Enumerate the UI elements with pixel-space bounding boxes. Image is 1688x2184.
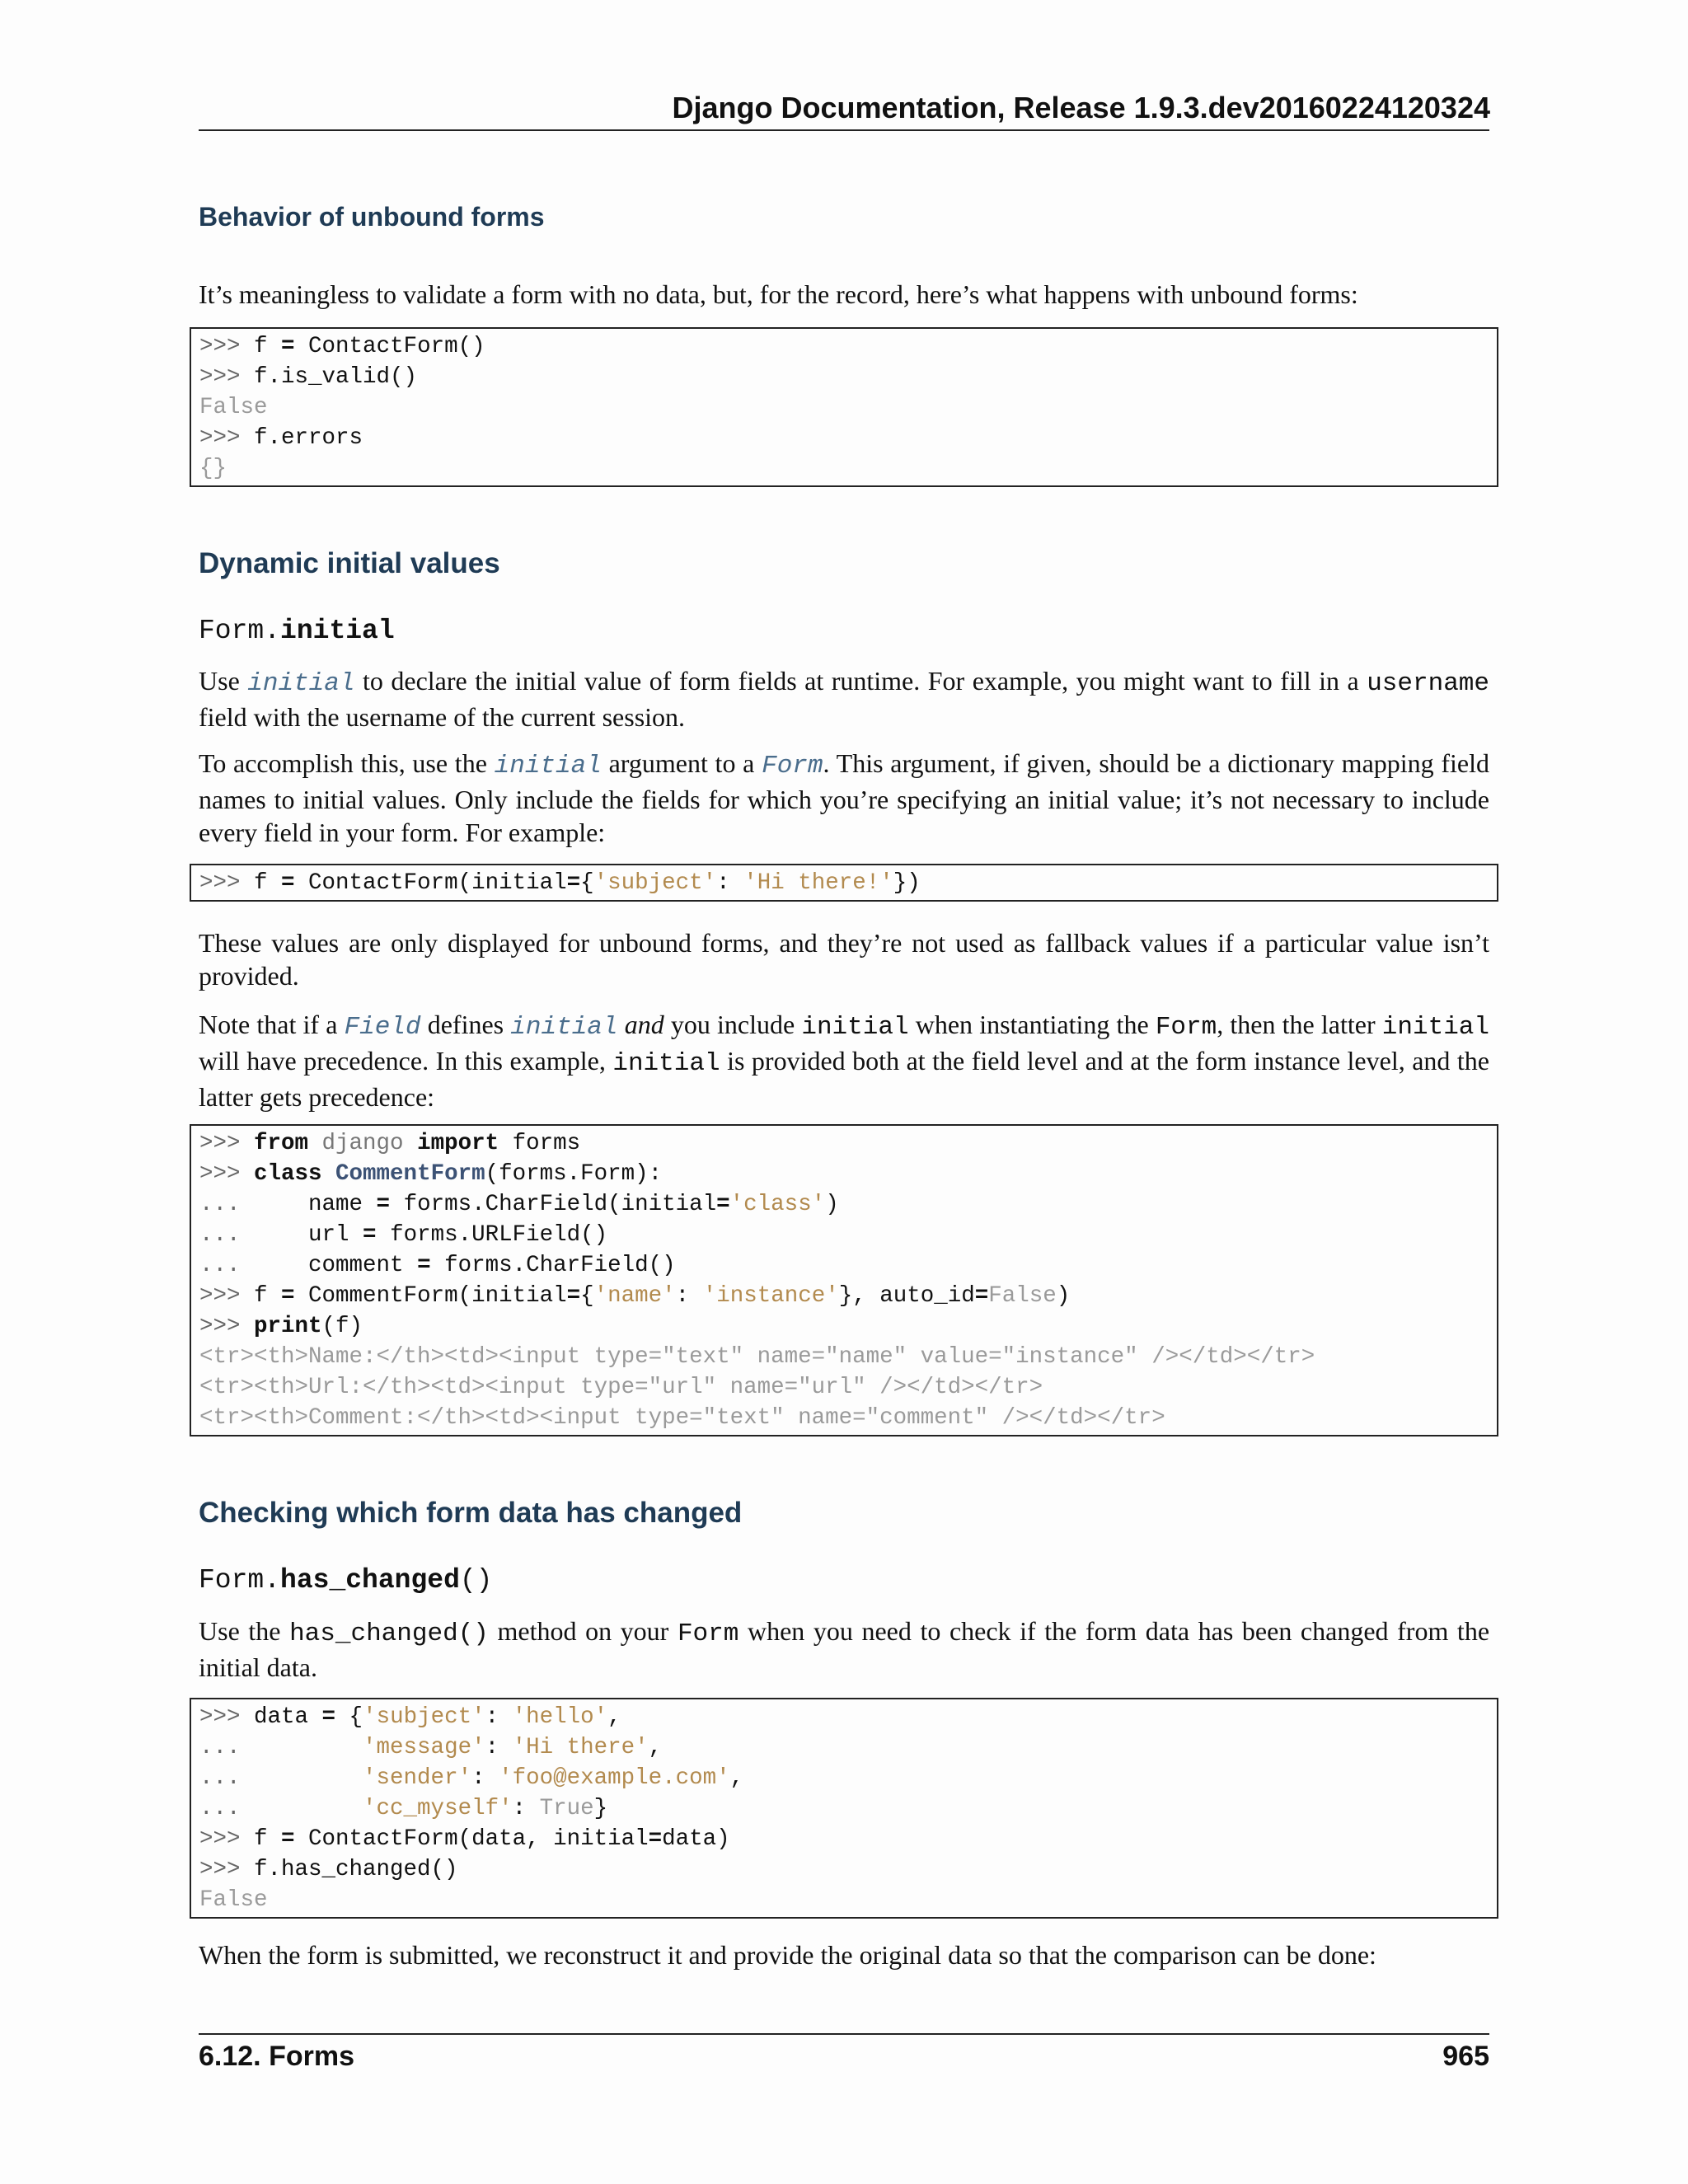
code-token: : [512, 1796, 540, 1821]
signature-form-initial [199, 616, 395, 646]
code-line [199, 1702, 1489, 1732]
paragraph-initial-unbound-note: These values are only displayed for unbound forms, and they’re not used as fallback values if a particular value isn’t provided. [199, 928, 1489, 991]
code-token: from [254, 1131, 309, 1156]
code-line [199, 362, 1489, 392]
code-token: = [281, 334, 295, 359]
code-token: False [988, 1283, 1057, 1309]
code-line [199, 1763, 1489, 1793]
code-token: = [417, 1253, 431, 1278]
code-line [199, 331, 1489, 362]
link-initial[interactable]: initial [494, 752, 602, 780]
code-token: f [254, 1826, 282, 1852]
code-token: 'foo@example.com' [499, 1765, 730, 1791]
code-token: ... [199, 1253, 309, 1278]
code-token: ) [825, 1192, 839, 1217]
inline-code: has_changed() [289, 1619, 489, 1648]
code-token: , [648, 1735, 663, 1760]
paragraph-submitted: When the form is submitted, we reconstruct it and provide the original data so that the comparison can be done: [199, 1940, 1376, 1970]
code-token: ContactForm() [294, 334, 485, 359]
code-token: ContactForm(data, initial [294, 1826, 649, 1852]
code-block-unbound [190, 327, 1498, 487]
text-run: Use [199, 666, 248, 696]
code-token: = [648, 1826, 663, 1852]
code-line [199, 392, 1489, 423]
code-token: = [281, 1283, 295, 1309]
code-token: <tr><th>Url:</th><td><input type="url" name="url" /></td></tr> [199, 1375, 1043, 1400]
text-run: field with the username of the current session. [199, 702, 686, 732]
header-rule [199, 129, 1489, 131]
signature-name: has_changed [280, 1565, 460, 1596]
code-token: ... [199, 1796, 363, 1821]
code-token: 'subject' [363, 1704, 485, 1730]
code-token: 'Hi there' [512, 1735, 649, 1760]
code-token: : [716, 870, 744, 896]
footer-rule [199, 2033, 1489, 2035]
inline-code: Form [1155, 1013, 1217, 1042]
code-token: }) [893, 870, 921, 896]
code-token: f [254, 870, 282, 896]
heading-dynamic-initial: Dynamic initial values [199, 547, 500, 579]
heading-form-changed: Checking which form data has changed [199, 1497, 743, 1529]
code-token: data) [662, 1826, 730, 1852]
signature-class: Form. [199, 616, 281, 646]
code-token: f [254, 334, 282, 359]
link-initial[interactable]: initial [510, 1013, 618, 1042]
code-token: 'hello' [512, 1704, 608, 1730]
code-token: ) [1056, 1283, 1071, 1309]
code-token: comment [308, 1253, 418, 1278]
code-token: False [199, 1887, 268, 1913]
code-line [199, 1732, 1489, 1763]
code-line [199, 1128, 1489, 1159]
code-token: import [417, 1131, 499, 1156]
code-token: ... [199, 1765, 363, 1791]
paragraph-has-changed [199, 1615, 1489, 1684]
emphasis-and: and [624, 1010, 664, 1039]
code-token: : [471, 1765, 499, 1791]
code-token: f.errors [254, 425, 363, 451]
heading-unbound-forms: Behavior of unbound forms [199, 202, 545, 232]
code-token: CommentForm(initial [294, 1283, 567, 1309]
code-line [199, 1220, 1489, 1250]
text-run: Note that if a [199, 1010, 345, 1039]
paragraph-initial-accomplish [199, 747, 1489, 849]
code-token: 'instance' [702, 1283, 839, 1309]
code-line [199, 1824, 1489, 1854]
code-token: { [580, 1283, 594, 1309]
code-token: >>> [199, 1826, 255, 1852]
code-line [199, 1159, 1489, 1189]
code-token: : [485, 1704, 513, 1730]
code-token: 'name' [593, 1283, 676, 1309]
code-token: = [566, 1283, 581, 1309]
inline-code: initial [1381, 1013, 1490, 1042]
code-token: = [716, 1192, 730, 1217]
code-line [199, 1189, 1489, 1220]
code-line [199, 1885, 1489, 1915]
code-token: 'cc_myself' [363, 1796, 513, 1821]
code-token: >>> [199, 1283, 255, 1309]
footer-page-number: 965 [1442, 2041, 1489, 2072]
inline-code: initial [612, 1049, 720, 1078]
code-token: , [729, 1765, 744, 1791]
code-token: f.has_changed() [254, 1857, 458, 1882]
code-token: { [335, 1704, 363, 1730]
code-token: ContactForm(initial [294, 870, 567, 896]
text-run: defines [420, 1010, 511, 1039]
text-run: To accomplish this, use the [199, 748, 495, 778]
code-token: , [607, 1704, 621, 1730]
link-initial[interactable]: initial [247, 669, 355, 698]
code-token: >>> [199, 1314, 255, 1339]
signature-form-has-changed [199, 1565, 492, 1596]
signature-parens: () [459, 1565, 493, 1596]
code-line [199, 1281, 1489, 1311]
code-token: class [254, 1161, 322, 1187]
code-token: >>> [199, 1704, 255, 1730]
text-run: Use the [199, 1616, 290, 1646]
code-token: ... [199, 1222, 309, 1248]
code-token: 'message' [363, 1735, 485, 1760]
code-token: <tr><th>Comment:</th><td><input type="text" name="comment" /></td></tr> [199, 1405, 1165, 1431]
code-line [199, 1342, 1489, 1372]
code-token: name [308, 1192, 377, 1217]
text-run: you include [663, 1010, 802, 1039]
code-line [199, 1311, 1489, 1342]
code-token: ... [199, 1192, 309, 1217]
code-line [199, 423, 1489, 453]
code-token: >>> [199, 364, 255, 390]
code-token: >>> [199, 334, 255, 359]
signature-name: initial [280, 616, 395, 646]
code-token: {} [199, 456, 227, 481]
code-line [199, 1854, 1489, 1885]
code-token: print [254, 1314, 322, 1339]
code-token: >>> [199, 1131, 255, 1156]
code-token: >>> [199, 425, 255, 451]
code-token: : [485, 1735, 513, 1760]
link-form[interactable]: Form [762, 752, 823, 780]
code-token: >>> [199, 1161, 255, 1187]
text-run: when you need to check if the form data has been changed from the initial data. [199, 1616, 1490, 1682]
code-token: : [675, 1283, 703, 1309]
code-token [308, 1131, 322, 1156]
code-block-initial-example [190, 864, 1498, 902]
code-line [199, 1372, 1489, 1403]
text-run: is provided both at the field level and at the form instance level, and the latter gets precedence: [199, 1046, 1489, 1112]
code-token: >>> [199, 1857, 255, 1882]
code-token: forms.URLField() [376, 1222, 608, 1248]
text-run: , then the latter [1217, 1010, 1382, 1039]
code-token: f [254, 1283, 282, 1309]
code-block-has-changed [190, 1698, 1498, 1919]
code-token: <tr><th>Name:</th><td><input type="text" name="name" value="instance" /></td></tr> [199, 1344, 1315, 1370]
code-token: forms [499, 1131, 581, 1156]
code-token: = [281, 1826, 295, 1852]
code-token: >>> [199, 870, 255, 896]
code-token: = [281, 870, 295, 896]
code-token: (f) [321, 1314, 363, 1339]
code-token: 'Hi there!' [743, 870, 893, 896]
inline-code: Form [677, 1619, 739, 1648]
code-token: True [539, 1796, 594, 1821]
paragraph-unbound-intro: It’s meaningless to validate a form with no data, but, for the record, here’s what happens with unbound forms: [199, 279, 1358, 309]
code-token: = [974, 1283, 989, 1309]
code-token: } [593, 1796, 608, 1821]
code-token: CommentForm [335, 1161, 485, 1187]
code-token: url [308, 1222, 363, 1248]
text-run: will have precedence. In this example, [199, 1046, 613, 1076]
code-token: forms.CharField(initial [390, 1192, 717, 1217]
code-token: (forms.Form): [485, 1161, 663, 1187]
inline-code-username: username [1367, 669, 1490, 698]
code-token: False [199, 395, 268, 420]
code-token: 'sender' [363, 1765, 472, 1791]
text-run: when instantiating the [908, 1010, 1156, 1039]
code-token: f.is_valid() [254, 364, 418, 390]
code-token: django [321, 1131, 404, 1156]
link-field[interactable]: Field [344, 1013, 421, 1042]
code-token: }, auto_id [838, 1283, 975, 1309]
code-token [404, 1131, 418, 1156]
code-block-precedence [190, 1124, 1498, 1436]
code-token: ... [199, 1735, 363, 1760]
footer-section: 6.12. Forms [199, 2041, 354, 2072]
paragraph-initial-precedence [199, 1008, 1489, 1113]
text-run: argument to a [601, 748, 762, 778]
text-run: . This argument, if given, should be a dictionary mapping field names to initial values. Only include the fields for which you’re specifying an initial value; it’s not necessary to include every field in your form. For example: [199, 748, 1490, 847]
inline-code: initial [801, 1013, 909, 1042]
code-token: { [580, 870, 594, 896]
text-run: method on your [488, 1616, 678, 1646]
code-token: = [363, 1222, 377, 1248]
running-header: Django Documentation, Release 1.9.3.dev20160224120324 [672, 91, 1490, 124]
code-token: 'subject' [593, 870, 717, 896]
code-line [199, 1250, 1489, 1281]
code-line [199, 1403, 1489, 1433]
code-line [199, 1793, 1489, 1824]
code-line [199, 453, 1489, 484]
code-token: forms.CharField() [430, 1253, 676, 1278]
code-line [199, 868, 1489, 898]
paragraph-initial-use [199, 664, 1489, 733]
text-run: to declare the initial value of form fields at runtime. For example, you might want to fill in a [354, 666, 1367, 696]
code-token: = [566, 870, 581, 896]
code-token: data [254, 1704, 322, 1730]
signature-class: Form. [199, 1565, 281, 1596]
code-token: = [376, 1192, 391, 1217]
code-token: = [321, 1704, 336, 1730]
code-token: 'class' [729, 1192, 826, 1217]
text-run [618, 1010, 625, 1039]
code-token [322, 1161, 336, 1187]
